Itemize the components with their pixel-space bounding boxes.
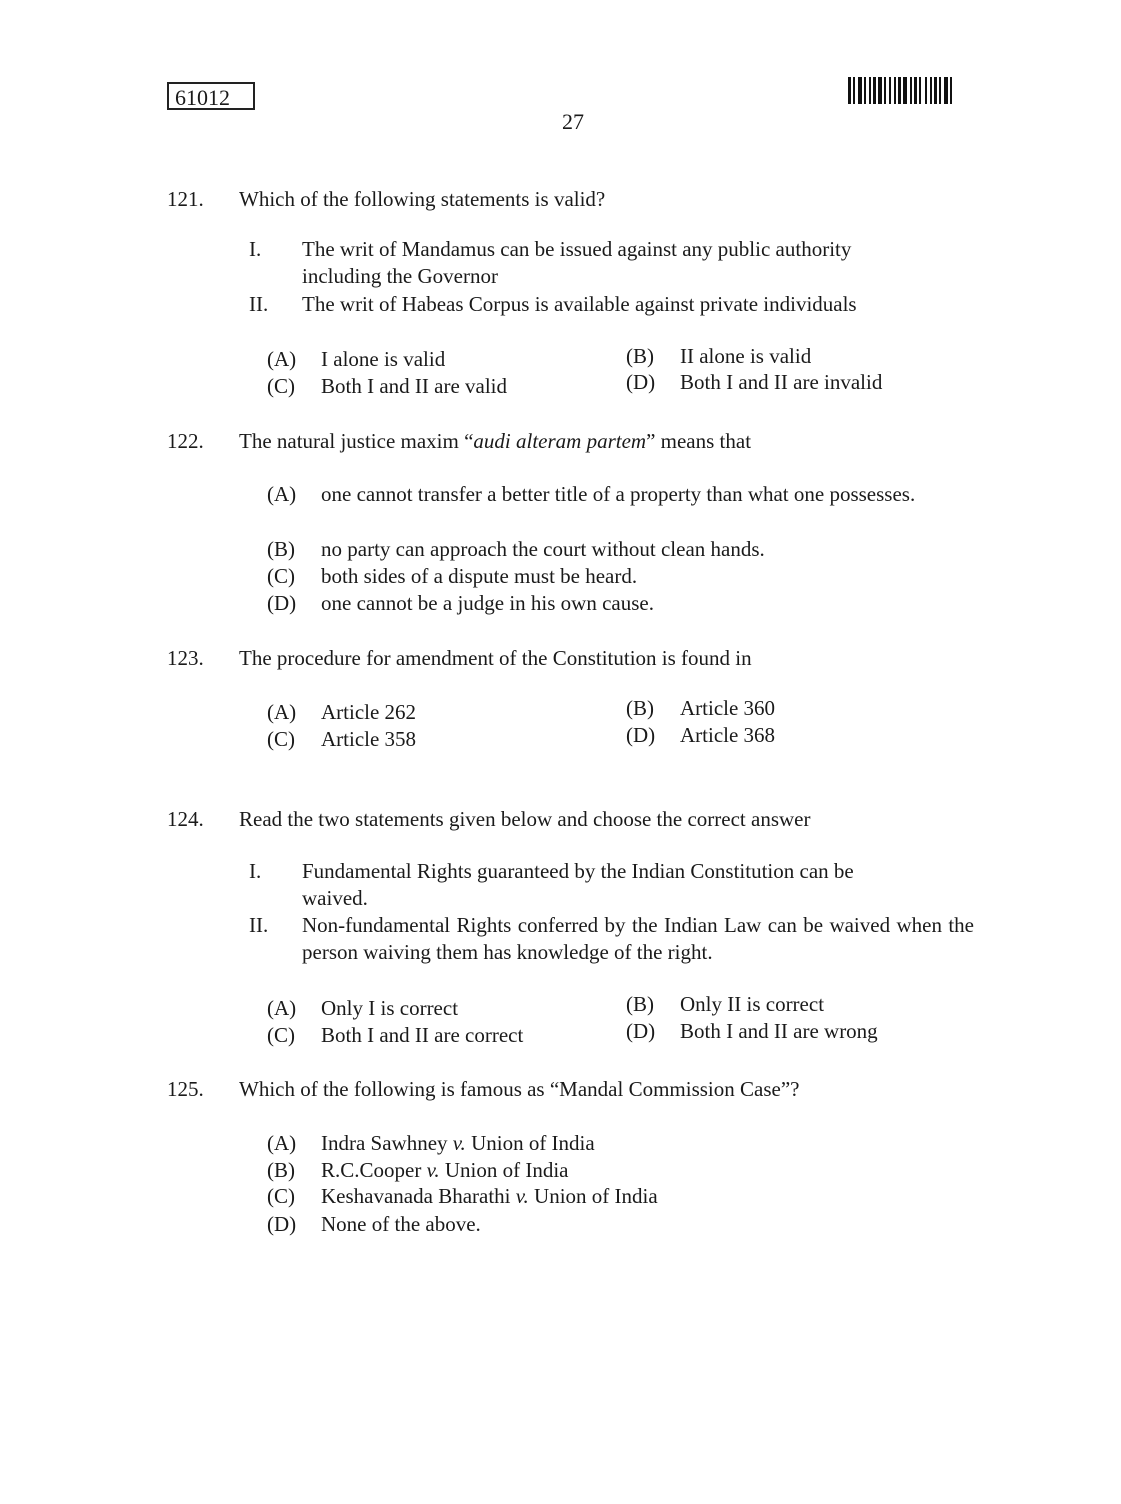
stem-part: The natural justice maxim “ xyxy=(239,429,474,453)
option-text: I alone is valid xyxy=(321,347,446,371)
question-stem: Read the two statements given below and choose the correct answer xyxy=(239,807,811,831)
barcode-bar xyxy=(939,77,941,104)
option-label: (A) xyxy=(267,482,297,506)
case-party: Indra Sawhney xyxy=(321,1131,448,1155)
option-label: (C) xyxy=(267,1023,295,1047)
case-versus: v. xyxy=(515,1184,529,1208)
option-label: (A) xyxy=(267,347,297,371)
barcode-bar xyxy=(853,77,855,104)
barcode-bar xyxy=(930,77,932,104)
option-label: (D) xyxy=(626,723,656,747)
question-number: 125. xyxy=(167,1077,204,1101)
statement-number: I. xyxy=(249,237,262,261)
option-text: Both I and II are valid xyxy=(321,374,508,398)
question-124 xyxy=(167,806,987,836)
option-text: None of the above. xyxy=(321,1212,481,1236)
statement-text: The writ of Mandamus can be issued against any public authority including the Governor xyxy=(302,237,852,289)
option-text xyxy=(321,1130,595,1157)
barcode-bar xyxy=(914,77,917,104)
question-stem xyxy=(239,428,987,455)
barcode-icon xyxy=(848,77,1003,104)
case-versus: v. xyxy=(426,1158,440,1182)
option-text xyxy=(321,1157,569,1184)
paper-code: 61012 xyxy=(175,85,230,110)
option-label: (D) xyxy=(267,591,297,615)
option-label: (D) xyxy=(626,370,656,394)
barcode-bar xyxy=(903,77,907,104)
barcode-bar xyxy=(864,77,866,104)
option-text: Article 360 xyxy=(680,696,776,720)
option-label: (B) xyxy=(626,696,654,720)
case-party: Union of India xyxy=(444,1158,569,1182)
option-label: (B) xyxy=(626,992,654,1016)
question-number: 122. xyxy=(167,429,204,453)
option-label: (C) xyxy=(267,564,295,588)
barcode-bar xyxy=(873,77,876,104)
option-label: (D) xyxy=(626,1019,656,1043)
question-stem: Which of the following is famous as “Mandal Commission Case”? xyxy=(239,1077,800,1101)
stem-maxim: audi alteram partem xyxy=(473,429,647,453)
barcode-bar xyxy=(910,77,912,104)
option-text: Article 262 xyxy=(321,700,417,724)
question-stem: Which of the following statements is valid? xyxy=(239,187,606,211)
question-122 xyxy=(167,428,987,458)
case-party: R.C.Cooper xyxy=(321,1158,422,1182)
barcode-bar xyxy=(934,77,937,104)
barcode-bar xyxy=(894,77,896,104)
question-number: 124. xyxy=(167,807,204,831)
option-label: (D) xyxy=(267,1212,297,1236)
case-party: Union of India xyxy=(471,1131,595,1155)
option-label: (B) xyxy=(267,537,295,561)
case-party: Union of India xyxy=(534,1184,658,1208)
barcode-bar xyxy=(925,77,927,104)
option-text xyxy=(321,1183,658,1210)
option-text: no party can approach the court without clean hands. xyxy=(321,537,765,561)
barcode-bar xyxy=(858,77,862,104)
paper-code-box xyxy=(167,82,255,110)
option-label: (A) xyxy=(267,1131,297,1155)
statement-text: The writ of Habeas Corpus is available against private individuals xyxy=(302,292,857,316)
barcode-bar xyxy=(878,77,882,104)
option-text: Both I and II are invalid xyxy=(680,370,883,394)
case-party: Keshavanada Bharathi xyxy=(321,1184,511,1208)
option-text: Article 358 xyxy=(321,727,417,751)
question-123 xyxy=(167,645,987,675)
barcode-bar xyxy=(919,77,921,104)
stem-part: ” means that xyxy=(646,429,752,453)
option-label: (C) xyxy=(267,374,295,398)
barcode-bar xyxy=(889,77,891,104)
option-label: (B) xyxy=(626,344,654,368)
option-label: (B) xyxy=(267,1158,295,1182)
option-text: II alone is valid xyxy=(680,344,812,368)
option-text: Article 368 xyxy=(680,723,776,747)
question-125 xyxy=(167,1076,987,1106)
statement-text: Fundamental Rights guaranteed by the Indian Constitution can be waived. xyxy=(302,859,854,911)
option-text: both sides of a dispute must be heard. xyxy=(321,564,638,588)
page-number: 27 xyxy=(562,109,584,134)
option-label: (C) xyxy=(267,1184,295,1208)
option-text: Only II is correct xyxy=(680,992,825,1016)
case-versus: v. xyxy=(452,1131,466,1155)
option-text: Both I and II are wrong xyxy=(680,1019,878,1043)
barcode-bar xyxy=(950,77,952,104)
option-text: Both I and II are correct xyxy=(321,1023,524,1047)
statement-number: II. xyxy=(249,292,269,316)
option-text: one cannot transfer a better title of a property than what one possesses. xyxy=(321,482,916,506)
option-text: Only I is correct xyxy=(321,996,459,1020)
barcode-bar xyxy=(848,77,851,104)
option-label: (A) xyxy=(267,700,297,724)
option-text: one cannot be a judge in his own cause. xyxy=(321,591,654,615)
question-number: 121. xyxy=(167,187,204,211)
barcode-bar xyxy=(898,77,901,104)
barcode-bar xyxy=(944,77,948,104)
barcode-bar xyxy=(884,77,886,104)
option-label: (C) xyxy=(267,727,295,751)
statement-number: II. xyxy=(249,913,269,937)
statement-text: Non-fundamental Rights conferred by the Indian Law can be waived when the person waiving them has knowledge of the right. xyxy=(302,913,974,965)
question-stem: The procedure for amendment of the Constitution is found in xyxy=(239,646,752,670)
statement-number: I. xyxy=(249,859,262,883)
barcode-bar xyxy=(869,77,871,104)
question-number: 123. xyxy=(167,646,204,670)
option-label: (A) xyxy=(267,996,297,1020)
